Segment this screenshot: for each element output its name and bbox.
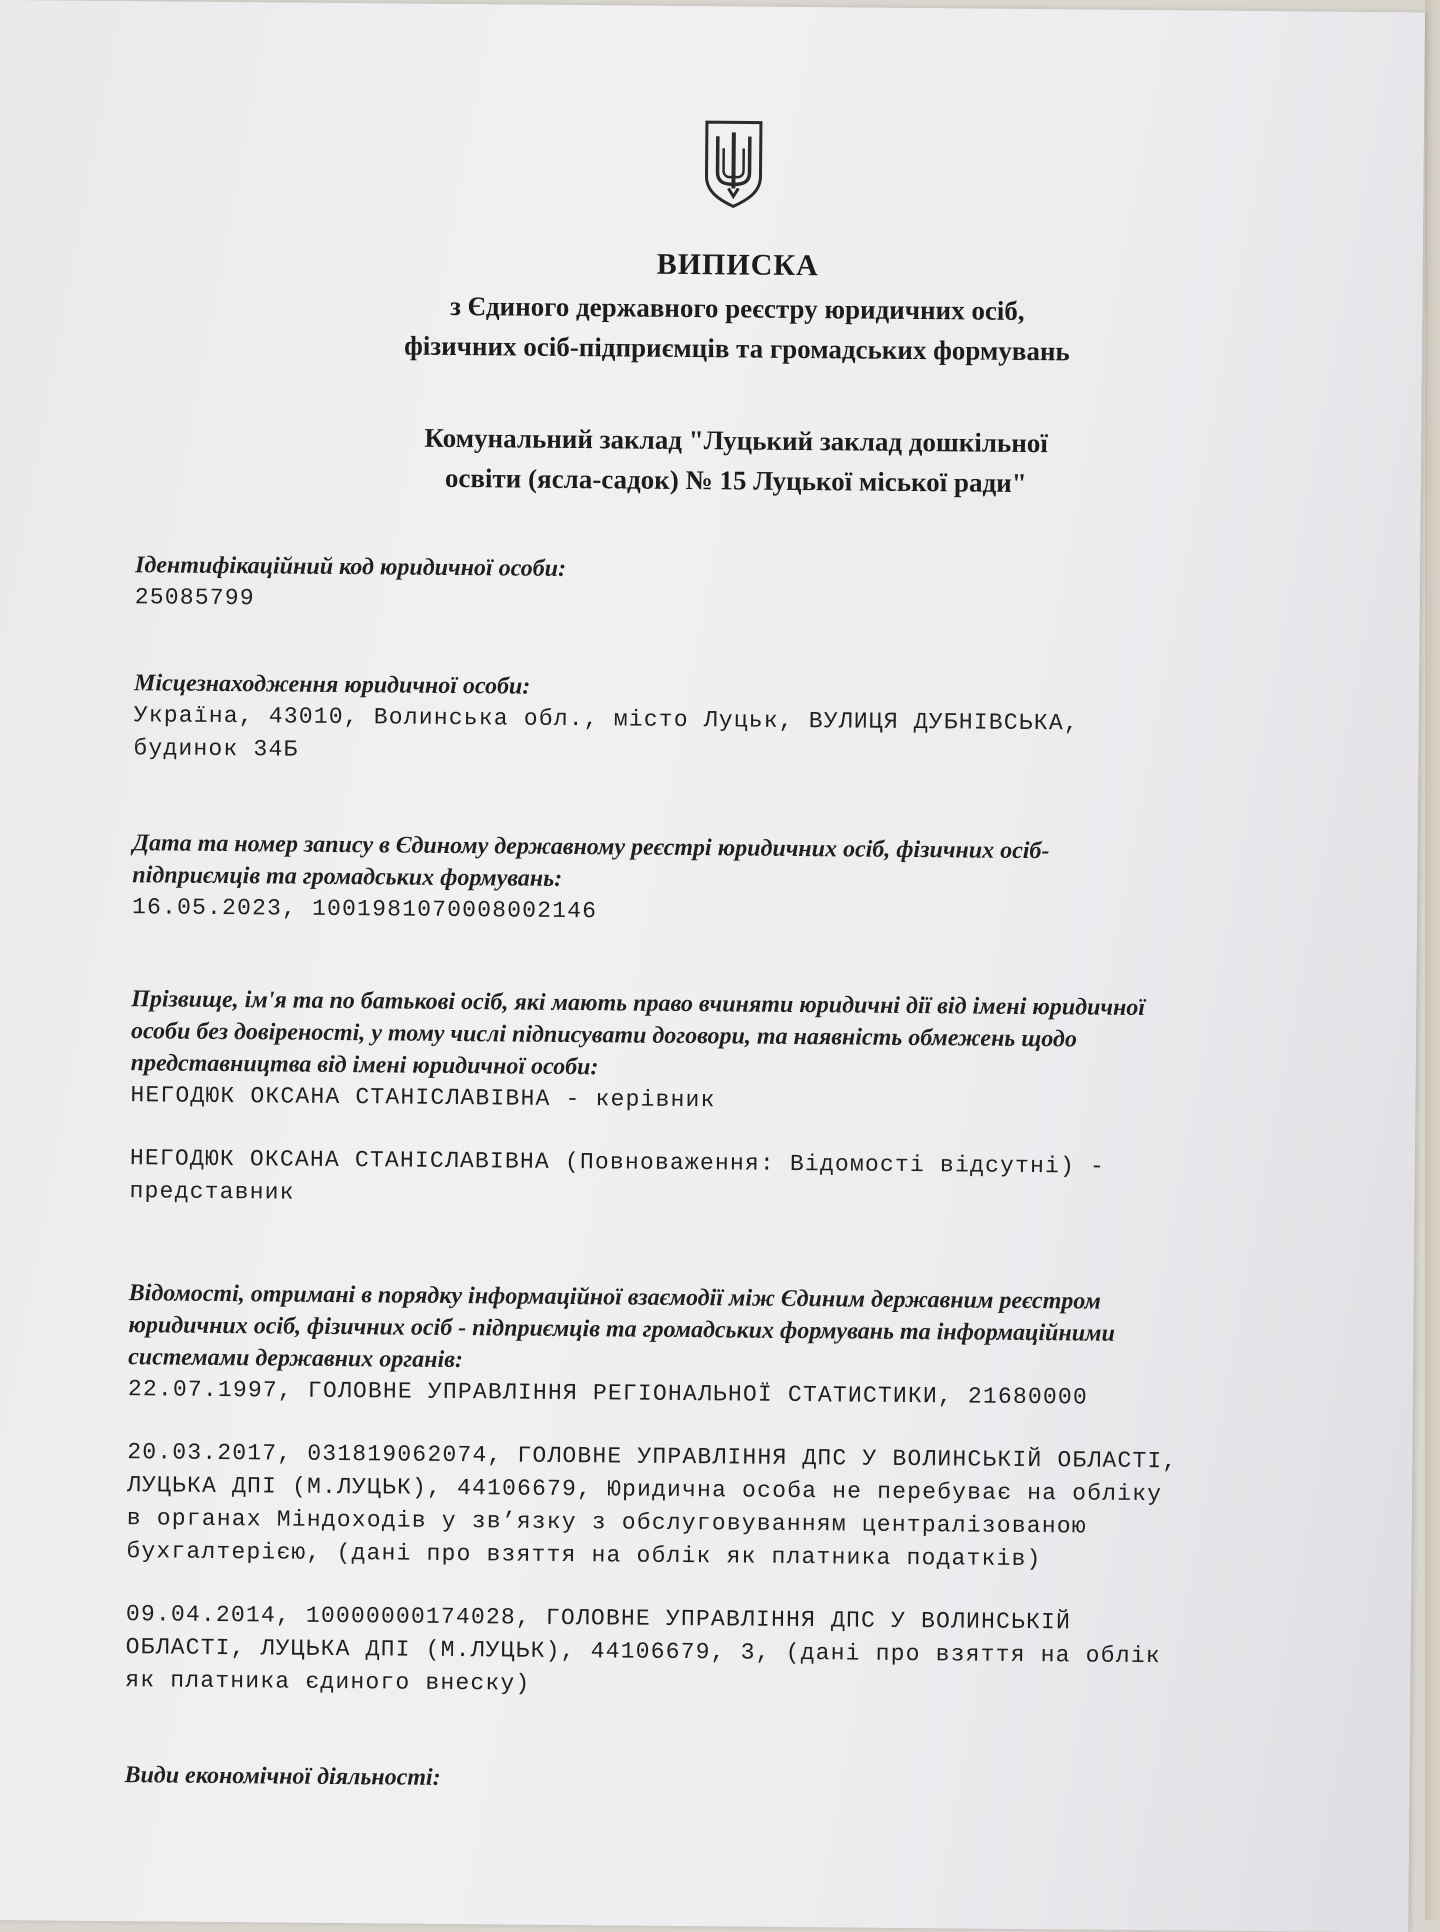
- section-id-code: [135, 549, 1316, 624]
- info-entry: ОБЛАСТІ, ЛУЦЬКА ДПІ (М.ЛУЦЬК), 44106679, 3, (дані про взяття на облік: [125, 1634, 1161, 1670]
- section-label: системами державних органів:: [128, 1344, 464, 1374]
- section-record: [132, 827, 1313, 934]
- section-label: Місцезнаходження юридичної особи:: [133, 670, 531, 700]
- organization-name: [246, 416, 1227, 505]
- location-value-line: Україна, 43010, Волинська обл., місто Луцьк, ВУЛИЦЯ ДУБНІВСЬКА,: [133, 702, 1079, 737]
- document-title: ВИПИСКА: [656, 247, 819, 283]
- info-entry: 09.04.2014, 10000000174028, ГОЛОВНЕ УПРАВЛІННЯ ДПС У ВОЛИНСЬКІЙ: [125, 1601, 1072, 1636]
- record-value: 16.05.2023, 1001981070008002146: [131, 894, 598, 925]
- section-label: підприємців та громадських формувань:: [132, 862, 563, 892]
- person-entry: НЕГОДЮК ОКСАНА СТАНІСЛАВІВНА (Повноваження: Відомості відсутні) -: [129, 1145, 1106, 1180]
- person-entry: представник: [129, 1178, 295, 1206]
- section-label: Відомості, отримані в порядку інформаційної взаємодії між Єдиним державним реєстром: [128, 1280, 1101, 1315]
- section-info: [125, 1277, 1309, 1707]
- info-entry: 22.07.1997, ГОЛОВНЕ УПРАВЛІННЯ РЕГІОНАЛЬНОЇ СТАТИСТИКИ, 21680000: [127, 1376, 1089, 1411]
- table-surface: [1425, 0, 1440, 1920]
- document-subtitle: [247, 284, 1228, 373]
- section-location: [133, 667, 1314, 775]
- info-entry: як платника єдиного внеску): [125, 1667, 531, 1697]
- section-label: особи без довіреності, у тому числі підписувати договори, та наявність обмежень щодо: [130, 1018, 1078, 1053]
- location-value-line: будинок 34Б: [133, 735, 299, 763]
- section-label: Прізвище, ім'я та по батькові осіб, які мають право вчиняти юридичні дії від імені юридичної: [131, 986, 1146, 1022]
- info-entry: в органах Міндоходів у зв’язку з обслуговуванням централізованою: [126, 1505, 1087, 1540]
- section-label: Дата та номер запису в Єдиному державному реєстрі юридичних осіб, фізичних осіб-: [132, 830, 1050, 865]
- info-entry: бухгалтерією, (дані про взяття на облік як платника податків): [126, 1538, 1042, 1573]
- info-entry: ЛУЦЬКА ДПІ (М.ЛУЦЬК), 44106679, Юридична особа не перебуває на обліку: [126, 1472, 1163, 1508]
- subtitle-line: з Єдиного державного реєстру юридичних осіб,: [449, 290, 1025, 326]
- section-label: представництва від імені юридичної особи:: [130, 1050, 599, 1081]
- info-entry: 20.03.2017, 031819062074, ГОЛОВНЕ УПРАВЛІННЯ ДПС У ВОЛИНСЬКІЙ ОБЛАСТІ,: [127, 1439, 1178, 1475]
- section-label: юридичних осіб, фізичних осіб - підприємців та громадських формувань та інформаційними: [128, 1312, 1116, 1347]
- section-persons: [129, 983, 1311, 1218]
- section-label: Ідентифікаційний код юридичної особи:: [134, 552, 567, 582]
- organization-name-line: освіти (ясла-садок) № 15 Луцької міської ради": [444, 462, 1027, 498]
- trident-coat-of-arms-icon: [702, 118, 765, 209]
- subtitle-line: фізичних осіб-підприємців та громадських формувань: [404, 330, 1070, 367]
- organization-name-line: Комунальний заклад "Луцький заклад дошкільної: [424, 422, 1048, 459]
- section-label: Види економічної діяльності:: [124, 1762, 441, 1791]
- person-entry: НЕГОДЮК ОКСАНА СТАНІСЛАВІВНА - керівник: [130, 1082, 716, 1114]
- id-code-value: 25085799: [134, 584, 255, 612]
- section-activities: [124, 1759, 1304, 1801]
